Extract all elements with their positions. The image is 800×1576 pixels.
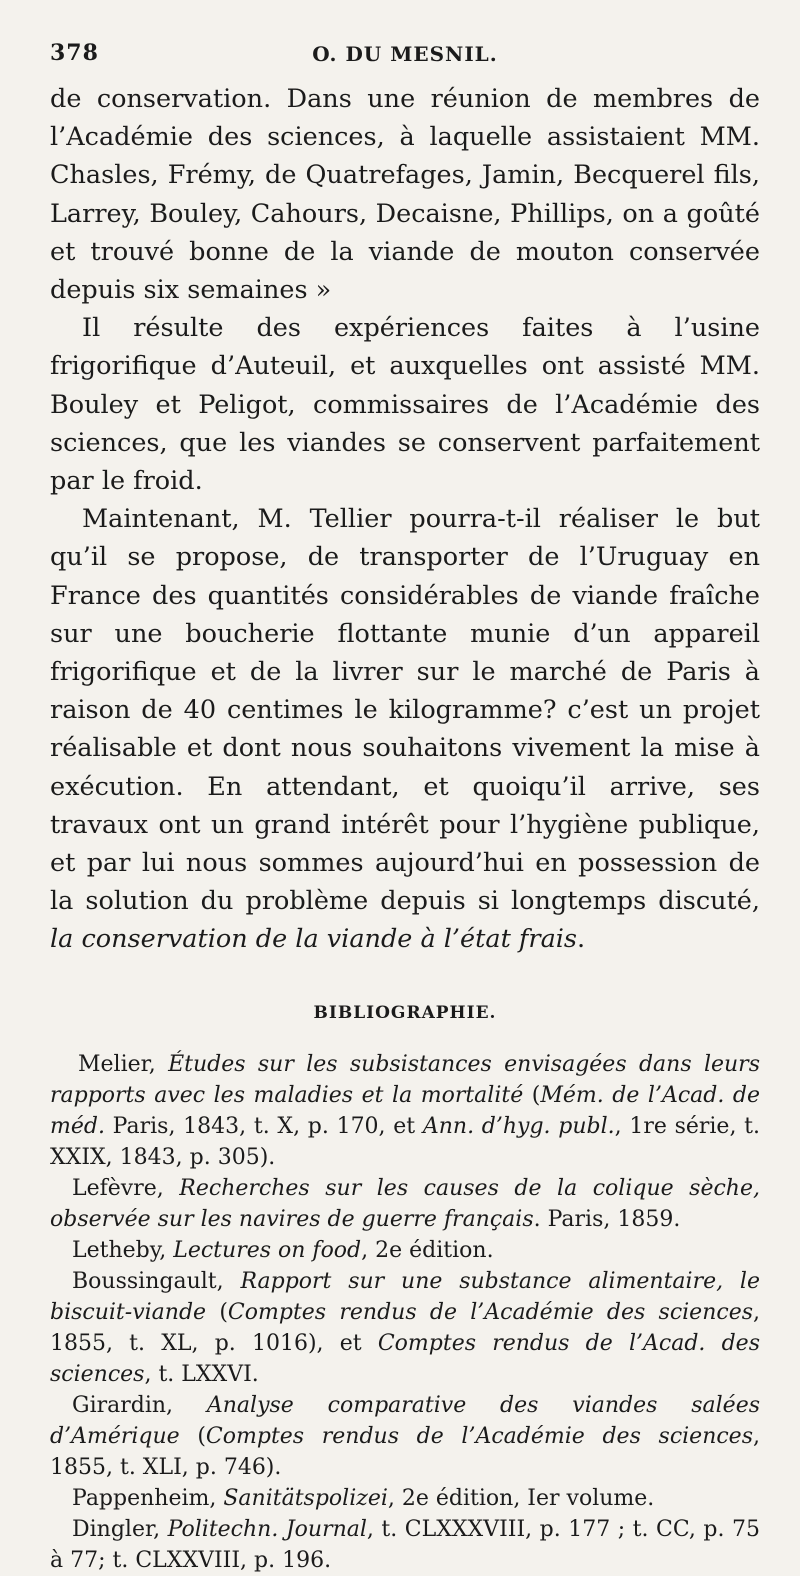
bibliography-list bbox=[50, 1049, 760, 1576]
biblio-work: Comptes rendus de l’Acad. des sciences bbox=[50, 1330, 760, 1387]
biblio-author: Melier, bbox=[78, 1051, 169, 1077]
paragraph-tellier-text: Maintenant, M. Tellier pourra-t-il réaliser le but qu’il se propose, de transporter de l’Uruguay en France des quantités considérables de viande fraîche sur une boucherie flottante munie d’un appareil frigorifique et de la livrer sur le marché de Paris à raison de 40 centimes le kilogramme? c’est un projet réalisable et dont nous souhaitons vivement la mise à exécution. En attendant, et quoiqu’il arrive, ses travaux ont un grand intérêt pour l’hygiène publique, et par lui nous sommes aujourd’hui en possession de la solution du problème depuis si longtemps discuté, bbox=[50, 504, 760, 917]
biblio-detail: , 1855, t. XLI, p. 746). bbox=[50, 1423, 760, 1480]
bibliography-entry-melier bbox=[50, 1049, 760, 1173]
bibliography-entry-lefevre bbox=[50, 1173, 760, 1235]
biblio-work: Politechn. Journal bbox=[167, 1516, 367, 1542]
biblio-work: Recherches sur les causes de la colique sèche, observée sur les navires de guerre français bbox=[50, 1175, 760, 1232]
bibliography-entry-dingler bbox=[50, 1514, 760, 1576]
running-title: O. DU MESNIL. bbox=[312, 42, 498, 66]
paragraph-tellier-end: . bbox=[577, 924, 586, 955]
biblio-author: Girardin, bbox=[72, 1392, 207, 1418]
biblio-work: Mém. de l’Acad. de méd. bbox=[50, 1082, 761, 1139]
bibliography-entry-boussingault bbox=[50, 1266, 760, 1390]
biblio-detail: ( bbox=[523, 1082, 541, 1108]
biblio-author: Pappenheim, bbox=[72, 1485, 224, 1511]
paragraph-tellier-italic: la conservation de la viande à l’état frais bbox=[50, 924, 578, 955]
biblio-detail: Paris, 1843, t. X, p. 170, et bbox=[104, 1113, 423, 1139]
bibliography-entry-girardin bbox=[50, 1390, 760, 1483]
biblio-detail: , 2e édition, Ier volume. bbox=[387, 1485, 655, 1511]
biblio-author: Dingler, bbox=[72, 1516, 168, 1542]
biblio-author: Lefèvre, bbox=[72, 1175, 180, 1201]
biblio-detail: ( bbox=[206, 1299, 228, 1325]
biblio-work: Sanitätspolizei bbox=[223, 1485, 388, 1511]
bibliography-entry-letheby bbox=[50, 1235, 760, 1266]
biblio-work: Études sur les subsistances envisagées dans leurs rapports avec les maladies et la mortalité bbox=[50, 1051, 760, 1108]
paragraph-auteuil: Il résulte des expériences faites à l’usine frigorifique d’Auteuil, et auxquelles ont assisté MM. Bouley et Peligot, commissaires de l’Académie des sciences, que les viandes se conservent parfaitement par le froid. bbox=[50, 313, 760, 497]
main-text bbox=[50, 80, 760, 959]
bibliography-entry-pappenheim bbox=[50, 1483, 760, 1514]
paragraph-tellier bbox=[50, 500, 760, 958]
bibliography-title: BIBLIOGRAPHIE. bbox=[313, 1002, 497, 1023]
biblio-author: Letheby, bbox=[72, 1237, 174, 1263]
biblio-detail: ( bbox=[179, 1423, 206, 1449]
biblio-detail: , t. LXXVI. bbox=[144, 1361, 259, 1387]
biblio-work: Comptes rendus de l’Académie des sciences bbox=[227, 1299, 753, 1325]
biblio-work: Ann. d’hyg. publ. bbox=[422, 1113, 615, 1139]
biblio-detail: , 1855, t. XL, p. 1016), et bbox=[50, 1299, 760, 1356]
running-header bbox=[50, 36, 760, 80]
biblio-work: Rapport sur une substance alimentaire, le biscuit-viande bbox=[50, 1268, 760, 1325]
biblio-work: Comptes rendus de l’Académie des sciences bbox=[205, 1423, 753, 1449]
biblio-detail: , 2e édition. bbox=[361, 1237, 494, 1263]
biblio-detail: , t. CLXXXVIII, p. 177 ; t. CC, p. 75 à 77; t. CLXXVIII, p. 196. bbox=[50, 1516, 760, 1573]
biblio-work: Analyse comparative des viandes salées d’Amérique bbox=[50, 1392, 760, 1449]
biblio-author: Boussingault, bbox=[72, 1268, 241, 1294]
biblio-detail: . Paris, 1859. bbox=[533, 1206, 681, 1232]
biblio-detail: , 1re série, t. XXIX, 1843, p. 305). bbox=[50, 1113, 760, 1170]
page-number: 378 bbox=[50, 40, 99, 66]
biblio-work: Lectures on food bbox=[173, 1237, 362, 1263]
paragraph-conservation: de conservation. Dans une réunion de membres de l’Académie des sciences, à laquelle assistaient MM. Chasles, Frémy, de Quatrefages, Jamin, Becquerel fils, Larrey, Bouley, Cahours, Decaisne, Phillips, on a goûté et trouvé bonne de la viande de mouton conservée depuis six semaines » bbox=[50, 84, 760, 306]
